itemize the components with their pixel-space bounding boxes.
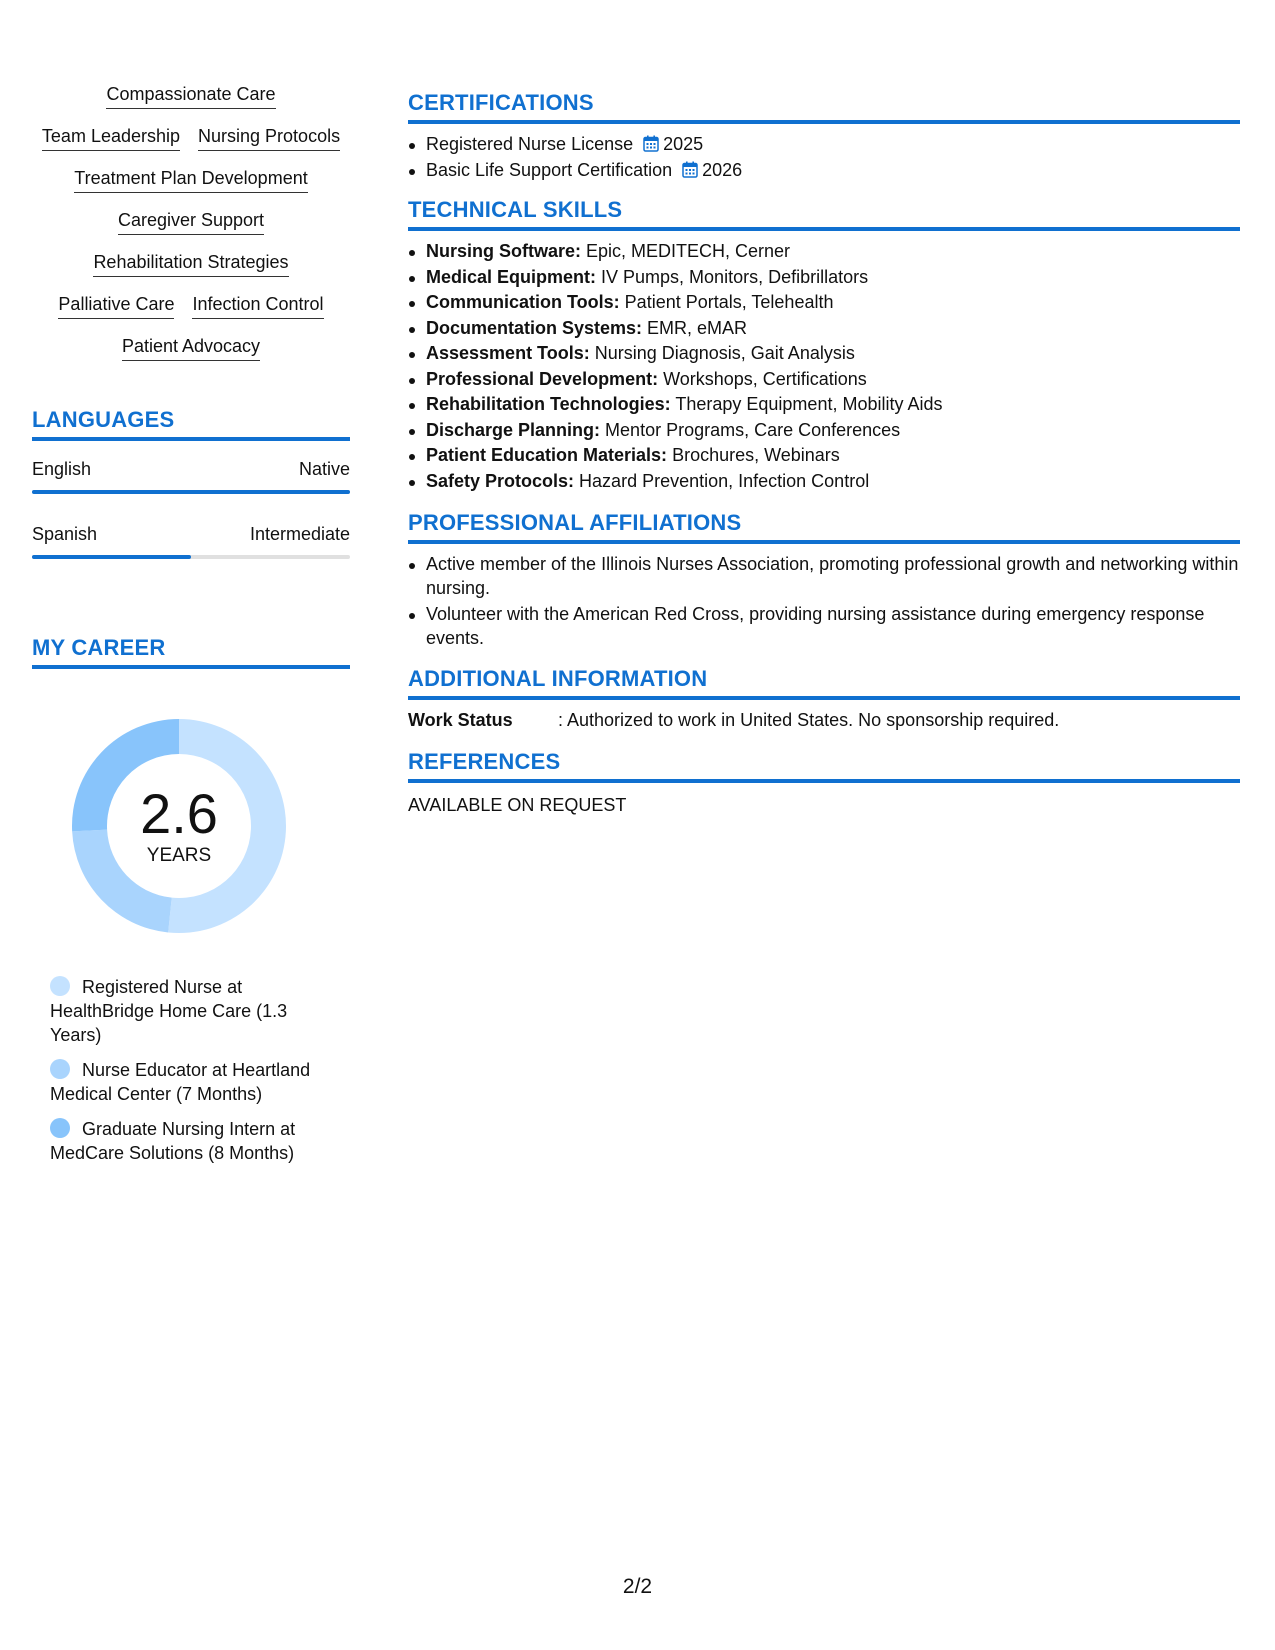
- language-level: Intermediate: [249, 524, 350, 544]
- legend-label: Nurse Educator at Heartland Medical Center (7 Months): [50, 1060, 311, 1104]
- certifications-heading: CERTIFICATIONS: [408, 90, 1240, 124]
- language-level: Native: [298, 459, 350, 479]
- technical-skill-item: Professional Development: Workshops, Certifications: [408, 367, 1240, 393]
- career-total: 2.6: [140, 782, 218, 845]
- legend-dot: [50, 1059, 70, 1079]
- language-item: [32, 457, 350, 494]
- technical-skill-item: Rehabilitation Technologies: Therapy Equipment, Mobility Aids: [408, 392, 1240, 418]
- left-column: [32, 82, 350, 1176]
- legend-item: [50, 1117, 320, 1165]
- career-unit: YEARS: [146, 845, 212, 866]
- skill-tag: Infection Control: [192, 292, 323, 319]
- career-donut-chart: [66, 713, 292, 939]
- certifications-section: [408, 90, 1240, 183]
- right-column: [408, 90, 1240, 828]
- legend-dot: [50, 976, 70, 996]
- language-proficiency-fill: [32, 490, 350, 494]
- career-section: [32, 635, 350, 1165]
- affiliation-item: Volunteer with the American Red Cross, providing nursing assistance during emergency response events.: [408, 602, 1240, 650]
- legend-dot: [50, 1118, 70, 1138]
- language-proficiency-bar: [32, 490, 350, 494]
- work-status-label: Work Status: [408, 710, 513, 730]
- work-status-row: [408, 708, 1240, 733]
- languages-heading: LANGUAGES: [32, 407, 350, 441]
- career-legend: [50, 975, 320, 1165]
- technical-skill-item: Medical Equipment: IV Pumps, Monitors, Defibrillators: [408, 265, 1240, 291]
- technical-skill-item: Communication Tools: Patient Portals, Telehealth: [408, 290, 1240, 316]
- language-name: Spanish: [32, 524, 98, 544]
- skill-tag: Nursing Protocols: [198, 124, 340, 151]
- career-heading: MY CAREER: [32, 635, 350, 669]
- additional-info-heading: ADDITIONAL INFORMATION: [408, 666, 1240, 700]
- calendar-icon: [682, 161, 698, 178]
- languages-section: [32, 407, 350, 559]
- technical-skill-item: Patient Education Materials: Brochures, Webinars: [408, 443, 1240, 469]
- language-proficiency-fill: [32, 555, 191, 559]
- language-item: [32, 522, 350, 559]
- legend-label: Graduate Nursing Intern at MedCare Solutions (8 Months): [50, 1119, 296, 1163]
- technical-skills-section: [408, 197, 1240, 494]
- technical-skill-item: Discharge Planning: Mentor Programs, Care Conferences: [408, 418, 1240, 444]
- certification-item: [408, 158, 1240, 184]
- references-text: AVAILABLE ON REQUEST: [408, 795, 627, 815]
- language-proficiency-bar: [32, 555, 350, 559]
- calendar-icon: [643, 135, 659, 152]
- affiliations-heading: PROFESSIONAL AFFILIATIONS: [408, 510, 1240, 544]
- references-section: [408, 749, 1240, 818]
- skill-tag: Patient Advocacy: [122, 334, 260, 361]
- affiliation-item: Active member of the Illinois Nurses Association, promoting professional growth and networking within nursing.: [408, 552, 1240, 600]
- skill-tag: Rehabilitation Strategies: [93, 250, 288, 277]
- skill-tag: Palliative Care: [58, 292, 174, 319]
- certification-name: Registered Nurse License: [426, 134, 634, 154]
- language-name: English: [32, 459, 92, 479]
- technical-skill-item: Safety Protocols: Hazard Prevention, Infection Control: [408, 469, 1240, 495]
- technical-skill-item: Nursing Software: Epic, MEDITECH, Cerner: [408, 239, 1240, 265]
- references-heading: REFERENCES: [408, 749, 1240, 783]
- certification-year: 2026: [702, 159, 743, 180]
- certification-item: [408, 132, 1240, 158]
- skills-tags: [32, 82, 350, 361]
- page-number: 2/2: [622, 1575, 653, 1598]
- work-status-value: : Authorized to work in United States. No sponsorship required.: [558, 710, 1060, 730]
- additional-info-section: [408, 666, 1240, 733]
- skill-tag: Team Leadership: [42, 124, 180, 151]
- skill-tag: Treatment Plan Development: [74, 166, 307, 193]
- skill-tag: Compassionate Care: [106, 82, 275, 109]
- technical-skill-item: Documentation Systems: EMR, eMAR: [408, 316, 1240, 342]
- skill-tag: Caregiver Support: [118, 208, 264, 235]
- legend-label: Registered Nurse at HealthBridge Home Care (1.3 Years): [50, 977, 288, 1045]
- technical-skills-heading: TECHNICAL SKILLS: [408, 197, 1240, 231]
- certification-name: Basic Life Support Certification: [426, 159, 673, 180]
- technical-skill-item: Assessment Tools: Nursing Diagnosis, Gait Analysis: [408, 341, 1240, 367]
- legend-item: [50, 1058, 320, 1106]
- affiliations-section: [408, 510, 1240, 650]
- legend-item: [50, 975, 320, 1047]
- certification-year: 2025: [663, 134, 704, 154]
